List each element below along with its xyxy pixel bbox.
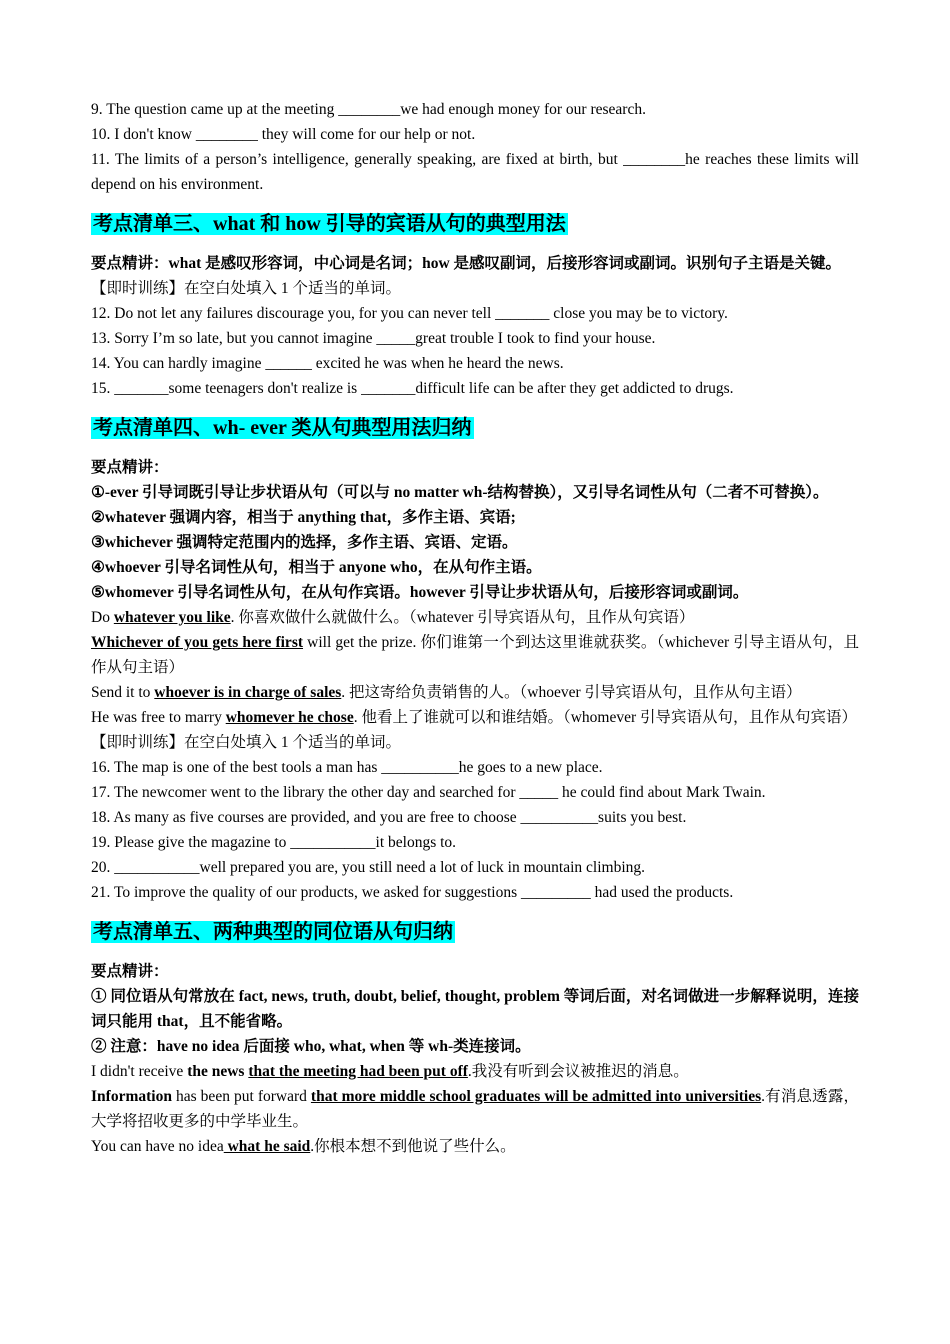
section-4-point-3: ③whichever 强调特定范围内的选择，多作主语、宾语、定语。 [91, 534, 518, 551]
section-5-heading [91, 915, 859, 949]
question-17: 17. The newcomer went to the library the other day and searched for _____ he could find about Mark Twain. [91, 784, 766, 801]
section-3-key-points: 要点精讲：what 是感叹形容词，中心词是名词；how 是感叹副词，后接形容词或副词。识别句子主语是关键。 [91, 255, 842, 272]
section-4-point-4: ④whoever 引导名词性从句，相当于 anyone who，在从句作主语。 [91, 559, 542, 576]
section-4-point-1: ①-ever 引导词既引导让步状语从句（可以与 no matter wh-结构替换），又引导名词性从句（二者不可替换）。 [91, 484, 829, 501]
section-3-title: 考点清单三、what 和 how 引导的宾语从句的典型用法 [93, 213, 566, 235]
example-no-idea-clause: what he said [223, 1138, 311, 1155]
section-4-key-label: 要点精讲： [91, 459, 169, 476]
question-19: 19. Please give the magazine to ___________it belongs to. [91, 834, 457, 851]
question-21: 21. To improve the quality of our products, we asked for suggestions _________ had used the products. [91, 884, 734, 901]
question-13: 13. Sorry I’m so late, but you cannot imagine _____great trouble I took to find your house. [91, 330, 656, 347]
example-whatever-clause: whatever you like [113, 609, 231, 626]
example-whoever-clause: whoever is in charge of sales [154, 684, 342, 701]
example-whichever-clause: Whichever of you gets here first [91, 634, 304, 651]
example-information: Information has been put forward that more middle school graduates will be admitted into universities.有消息透露，大学将招收更多的中学毕业生。 [91, 1088, 859, 1130]
section-4-heading [91, 411, 859, 445]
section-4-practice-label: 【即时训练】在空白处填入 1 个适当的单词。 [91, 734, 402, 751]
section-3-practice-label: 【即时训练】在空白处填入 1 个适当的单词。 [91, 280, 402, 297]
example-whoever: Send it to whoever is in charge of sales. 把这寄给负责销售的人。（whoever 引导宾语从句，且作从句主语） [91, 684, 802, 701]
question-15: 15. _______some teenagers don't realize is _______difficult life can be after they get addicted to drugs. [91, 380, 734, 397]
section-4-point-2: ②whatever 强调内容，相当于 anything that，多作主语、宾语; [91, 509, 516, 526]
question-20: 20. ___________well prepared you are, you still need a lot of luck in mountain climbing. [91, 859, 646, 876]
example-whatever: Do whatever you like. 你喜欢做什么就做什么。（whatever 引导宾语从句，且作从句宾语） [91, 609, 695, 626]
example-information-clause: that more middle school graduates will be admitted into universities [310, 1088, 762, 1105]
section-5-title: 考点清单五、两种典型的同位语从句归纳 [93, 921, 453, 943]
section-3-heading [91, 207, 859, 241]
question-11: 11. The limits of a person’s intelligence, generally speaking, are fixed at birth, but ________he reaches these limits will depend on his environment. [91, 151, 859, 193]
question-9: 9. The question came up at the meeting ________we had enough money for our research. [91, 101, 646, 118]
example-no-idea: You can have no idea what he said.你根本想不到他说了些什么。 [91, 1138, 516, 1155]
question-14: 14. You can hardly imagine ______ excited he was when he heard the news. [91, 355, 564, 372]
question-10: 10. I don't know ________ they will come for our help or not. [91, 126, 476, 143]
section-4-title: 考点清单四、wh- ever 类从句典型用法归纳 [93, 417, 472, 439]
section-5-point-2: ② 注意：have no idea 后面接 who, what, when 等 wh-类连接词。 [91, 1038, 531, 1055]
question-16: 16. The map is one of the best tools a man has __________he goes to a new place. [91, 759, 603, 776]
question-18: 18. As many as five courses are provided, and you are free to choose __________suits you best. [91, 809, 687, 826]
question-12: 12. Do not let any failures discourage you, for you can never tell _______ close you may be to victory. [91, 305, 728, 322]
section-5-point-1: ① 同位语从句常放在 fact, news, truth, doubt, belief, thought, problem 等词后面，对名词做进一步解释说明，连接词只能用 that，且不能省略。 [91, 988, 859, 1030]
document-page [91, 97, 859, 1159]
example-the-news: I didn't receive the news that the meeting had been put off.我没有听到会议被推迟的消息。 [91, 1063, 689, 1080]
section-5-key-label: 要点精讲： [91, 963, 169, 980]
example-the-news-clause: that the meeting had been put off [248, 1063, 468, 1080]
example-whomever-clause: whomever he chose [225, 709, 354, 726]
example-whichever: Whichever of you gets here first will get the prize. 你们谁第一个到达这里谁就获奖。（whichever 引导主语从句，且作从句主语） [91, 634, 859, 676]
example-whomever: He was free to marry whomever he chose. 他看上了谁就可以和谁结婚。（whomever 引导宾语从句，且作从句宾语） [91, 709, 858, 726]
section-4-point-5: ⑤whomever 引导名词性从句，在从句作宾语。however 引导让步状语从句，后接形容词或副词。 [91, 584, 749, 601]
